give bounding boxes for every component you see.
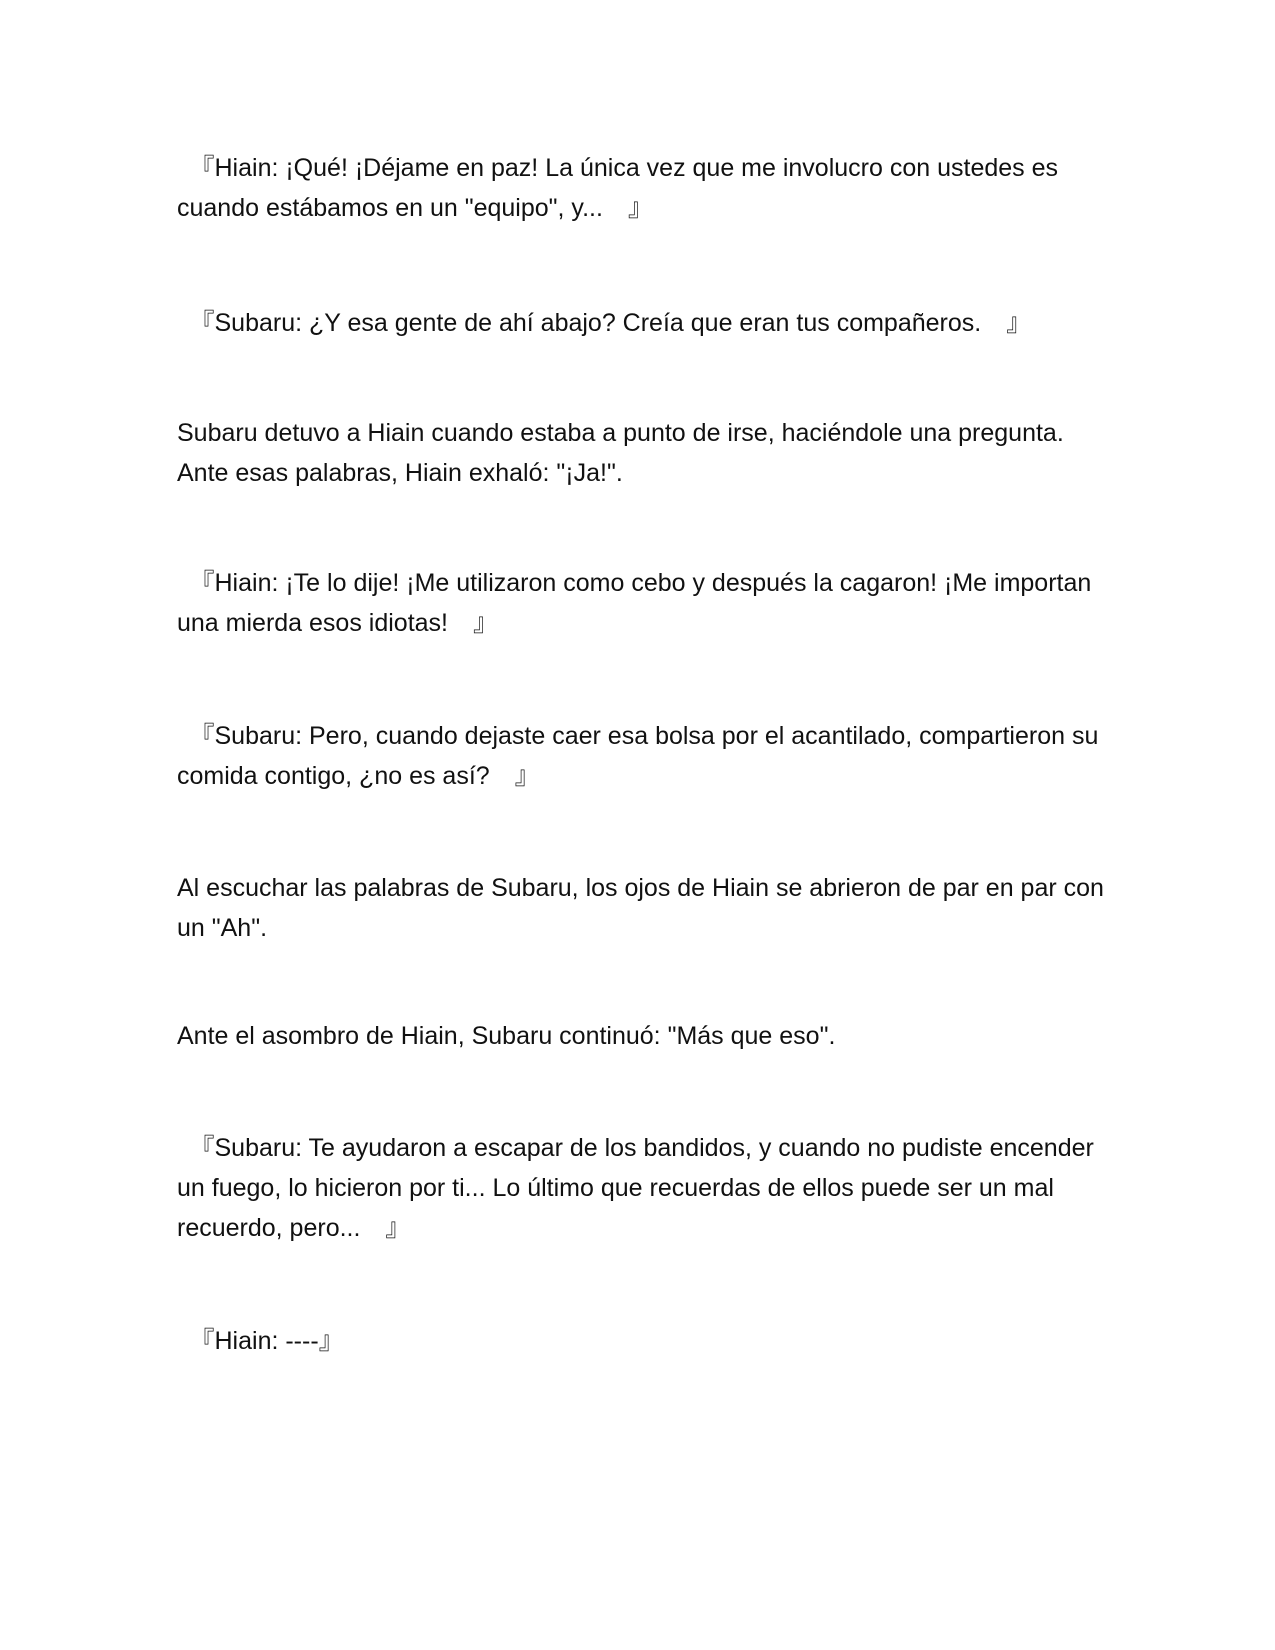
narration-3: Ante el asombro de Hiain, Subaru continuó: "Más que eso". [177, 1022, 836, 1050]
dialogue-hiain-3: 『Hiain: ----』 [177, 1327, 344, 1355]
dialogue-subaru-2: 『Subaru: Pero, cuando dejaste caer esa bolsa por el acantilado, compartieron su comida contigo, ¿no es así? 』 [177, 722, 1106, 790]
dialogue-subaru-1: 『Subaru: ¿Y esa gente de ahí abajo? Creía que eran tus compañeros. 』 [177, 309, 1032, 337]
dialogue-subaru-3: 『Subaru: Te ayudaron a escapar de los bandidos, y cuando no pudiste encender un fuego, lo hicieron por ti... Lo último que recuerdas de ellos puede ser un mal recuerdo, pero... 』 [177, 1134, 1101, 1242]
dialogue-hiain-1: 『Hiain: ¡Qué! ¡Déjame en paz! La única vez que me involucro con ustedes es cuando estábamos en un "equipo", y... 』 [177, 154, 1065, 222]
narration-1: Subaru detuvo a Hiain cuando estaba a punto de irse, haciéndole una pregunta. Ante esas palabras, Hiain exhaló: "¡Ja!". [177, 419, 1070, 487]
dialogue-hiain-2: 『Hiain: ¡Te lo dije! ¡Me utilizaron como cebo y después la cagaron! ¡Me importan una mierda esos idiotas! 』 [177, 569, 1099, 637]
narration-2: Al escuchar las palabras de Subaru, los ojos de Hiain se abrieron de par en par con un "Ah". [177, 874, 1111, 942]
